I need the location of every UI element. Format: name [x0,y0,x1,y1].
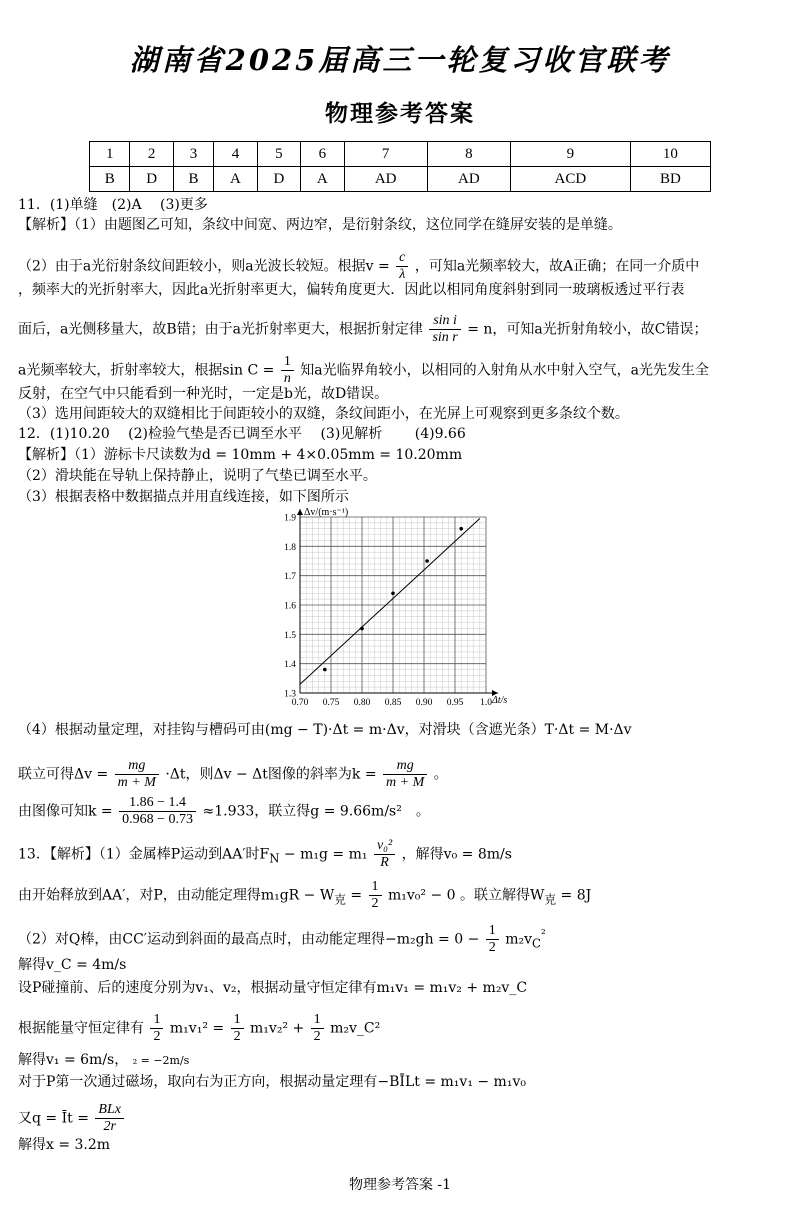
q13-line-2f: = 8J [560,887,592,904]
q13-line-4: 解得v_C = 4m/s [18,957,127,973]
fraction-den: sin r [432,330,458,345]
question-number-cell: 4 [214,142,257,167]
q12-analysis-4: （4）根据动量定理，对挂钩与槽码可由(mg − T)·Δt = m·Δv，对滑块（含遮光条）T·Δt = M·Δv [18,722,632,738]
answer-cell: AD [427,167,510,192]
answer-table-answers-row [90,167,711,192]
x-tick-label: 0.90 [415,698,433,708]
x-tick-label: 0.70 [291,698,309,708]
q13-line-1c: − m₁g = m₁ [283,846,368,863]
fraction-num: c [396,250,408,267]
data-point [459,527,463,531]
fraction-den: m + M [117,775,156,790]
fraction-den: 0.968 − 0.73 [122,812,194,827]
dv-dt-chart [268,503,528,715]
y-tick-label: 1.6 [284,601,296,612]
q12-analysis-5c: 。 [433,766,448,783]
answer-cell: ACD [510,167,630,192]
fit-line [300,518,480,684]
q13-line-3b: m₂v [505,931,533,948]
q11-analysis-4 [18,313,707,346]
q13-line-1d: ，解得v₀ = 8m/s [401,846,512,863]
q11-analysis-5b: 知a光临界角较小，以相同的入射角从水中射入空气，a光先发生全 [300,362,709,379]
question-number-cell: 6 [301,142,344,167]
q13-line-2a: 由开始释放到AA′，对P，由动能定理得m₁gR − W [18,887,335,904]
q12-analysis-5b: ·Δt，则Δv − Δt图像的斜率为k = [165,766,377,783]
fraction-den: 2r [103,1119,116,1134]
question-number-cell: 1 [90,142,130,167]
q13-line-7b: ₂ = −2m/s [132,1054,190,1067]
q13-line-5: 设P碰撞前、后的速度分别为v₁、v₂，根据动量守恒定律有m₁v₁ = m₁v₂ + m₂v_C [18,980,528,996]
answer-cell: A [301,167,344,192]
x-tick-label: 0.95 [446,698,464,708]
q13-line-6b: m₁v₁² = [169,1020,225,1037]
q13-line-9 [18,1102,126,1135]
q13-line-6c: m₁v₂² + [250,1020,305,1037]
fraction-half [369,879,382,912]
q12-header: 12．(1)10.20 (2)检验气垫是否已调至水平 (3)见解析 (4)9.66 [18,426,466,442]
fraction-half-2 [486,923,499,956]
fraction-num: 1 [150,1012,163,1029]
q11-analysis-2b: ，可知a光频率较大，故A正确；在同一介质中 [414,258,700,275]
fraction-den: R [380,855,389,870]
fraction-den: 2 [153,1029,161,1044]
q13-line-6a: 根据能量守恒定律有 [18,1020,144,1037]
fraction-num: 1 [369,879,382,896]
fraction-den: 2 [488,940,496,955]
answer-cell: A [214,167,257,192]
answer-cell: D [130,167,173,192]
question-number-cell: 10 [630,142,710,167]
data-point [425,559,429,563]
q13-line-7 [18,1051,189,1070]
fraction-half-3 [150,1012,163,1045]
data-point [391,591,395,595]
y-tick-label: 1.7 [284,572,296,583]
q13-line-2e: 克 [544,892,557,907]
y-tick-label: 1.4 [284,660,296,671]
fraction-num: v₀² [374,838,395,855]
fraction-c-lambda [396,250,408,283]
page-subtitle: 物理参考答案 [325,100,475,127]
y-tick-label: 1.3 [284,689,296,700]
q11-analysis-5a: a光频率较大，折射率较大，根据sin C = [18,362,275,379]
chart-fit-line [300,518,480,684]
x-tick-label: 1.0 [480,698,492,708]
q12-analysis-6 [18,795,430,828]
q11-header: 11．(1)单缝 (2)A (3)更多 [18,197,208,213]
chart-axes [297,509,498,696]
fraction-den: n [283,371,291,386]
fraction-v0-R [374,838,395,871]
q12-analysis-5 [18,758,448,791]
fraction-num: mg [115,758,159,775]
page-footer: 物理参考答案 -1 [348,1177,452,1193]
fraction-num: BLx [95,1102,124,1119]
fraction-mg-mM [115,758,159,791]
question-number-cell: 3 [173,142,213,167]
fraction-den: m + M [386,775,425,790]
question-number-cell: 2 [130,142,173,167]
x-tick-label: 0.75 [322,698,340,708]
q13-line-2 [18,879,591,912]
fraction-num: 1 [486,923,499,940]
chart-xlabel: Δt/s [492,695,508,706]
q13-line-3d: ² [540,926,546,941]
q13-line-7a: 解得v₁ = 6m/s， [18,1052,129,1068]
q13-line-3 [18,923,546,956]
q11-analysis-3: ，频率大的光折射率大，因此a光折射率更大，偏转角度更大．因此以相同角度斜射到同一玻璃板透过平行表 [18,282,685,298]
answer-cell: AD [344,167,427,192]
question-number-cell: 8 [427,142,510,167]
answer-cell: B [173,167,213,192]
fraction-half-5 [311,1012,324,1045]
answer-cell: BD [630,167,710,192]
q13-line-2d: m₁v₀² − 0 。联立解得W [388,887,545,904]
q12-analysis-2: （2）滑块能在导轨上保持静止，说明了气垫已调至水平。 [18,468,377,484]
fraction-num: 1 [311,1012,324,1029]
q11-analysis-4a: 面后，a光侧移量大，故B错；由于a光折射率更大，根据折射定律 [18,321,423,338]
q13-line-9a: 又q = Īt = [18,1110,89,1127]
q12-analysis-1: 【解析】（1）游标卡尺读数为d = 10mm + 4×0.05mm = 10.20mm [18,447,463,463]
q12-analysis-5a: 联立可得Δv = [18,766,109,783]
fraction-den: 2 [313,1029,321,1044]
q13-line-10: 解得x = 3.2m [18,1137,111,1153]
answer-cell: B [90,167,130,192]
q13-line-2b: 克 [334,892,346,907]
fraction-num: mg [383,758,427,775]
q13-line-8: 对于P第一次通过磁场，取向右为正方向，根据动量定理有−BĪLt = m₁v₁ − m₁v₀ [18,1074,526,1090]
q11-analysis-1: 【解析】（1）由题图乙可知，条纹中间宽、两边窄，是衍射条纹，这位同学在缝屏安装的是单缝。 [18,217,622,233]
fraction-BLx-2r [95,1102,124,1135]
fraction-half-4 [231,1012,244,1045]
q11-analysis-7: （3）选用间距较大的双缝相比于间距较小的双缝，条纹间距小，在光屏上可观察到更多条纹个数。 [18,406,629,422]
fraction-num: 1.86 − 1.4 [119,795,196,812]
page-title: 湖南省2025届高三一轮复习收官联考 [129,43,671,77]
fraction-one-n [281,354,294,387]
q11-analysis-4b: = n，可知a光折射角较小，故C错误； [467,321,708,338]
data-point [360,627,364,631]
y-tick-label: 1.5 [284,630,296,641]
answer-cell: D [257,167,300,192]
q12-analysis-6b: ≈1.933，联立得g = 9.66m/s² 。 [202,803,430,820]
fraction-num: 1 [231,1012,244,1029]
q13-line-1b: N [269,851,280,866]
q11-analysis-2 [18,250,699,283]
q13-line-3c: C [532,936,541,951]
q13-line-6d: m₂v_C² [330,1020,381,1037]
q13-line-2c: = [350,887,363,904]
q11-analysis-6: 反射，在空气中只能看到一种光时，一定是b光，故D错误。 [18,386,389,402]
fraction-k-calc [119,795,196,828]
q13-line-1 [18,838,512,871]
fraction-den: 2 [371,896,379,911]
fraction-num: 1 [281,354,294,371]
q13-line-1a: 13．【解析】（1）金属棒P运动到AA′时F [18,846,270,863]
q13-line-6 [18,1012,380,1045]
q12-analysis-3: （3）根据表格中数据描点并用直线连接，如下图所示 [18,489,349,505]
y-tick-label: 1.8 [284,542,296,553]
q11-analysis-5 [18,354,709,387]
answer-table [89,141,711,192]
x-tick-label: 0.80 [353,698,371,708]
y-axis-arrow [297,509,303,515]
fraction-den: 2 [233,1029,241,1044]
fraction-sin-ratio [429,313,460,346]
question-number-cell: 9 [510,142,630,167]
chart-grid-major [300,517,486,693]
x-tick-label: 0.85 [384,698,402,708]
y-tick-label: 1.9 [284,513,296,524]
question-number-cell: 5 [257,142,300,167]
answer-table-numbers-row [90,142,711,167]
q13-line-3a: （2）对Q棒，由CC′运动到斜面的最高点时，由动能定理得−m₂gh = 0 − [18,931,480,948]
data-point [323,668,327,672]
fraction-den: λ [399,267,406,282]
fraction-mg-mM-2 [383,758,427,791]
question-number-cell: 7 [344,142,427,167]
q11-analysis-2a: （2）由于a光衍射条纹间距较小，则a光波长较短。根据v = [18,258,390,275]
fraction-num: sin i [429,313,460,330]
q12-analysis-6a: 由图像可知k = [18,803,113,820]
chart-ylabel: Δv/(m·s⁻¹) [304,507,349,518]
